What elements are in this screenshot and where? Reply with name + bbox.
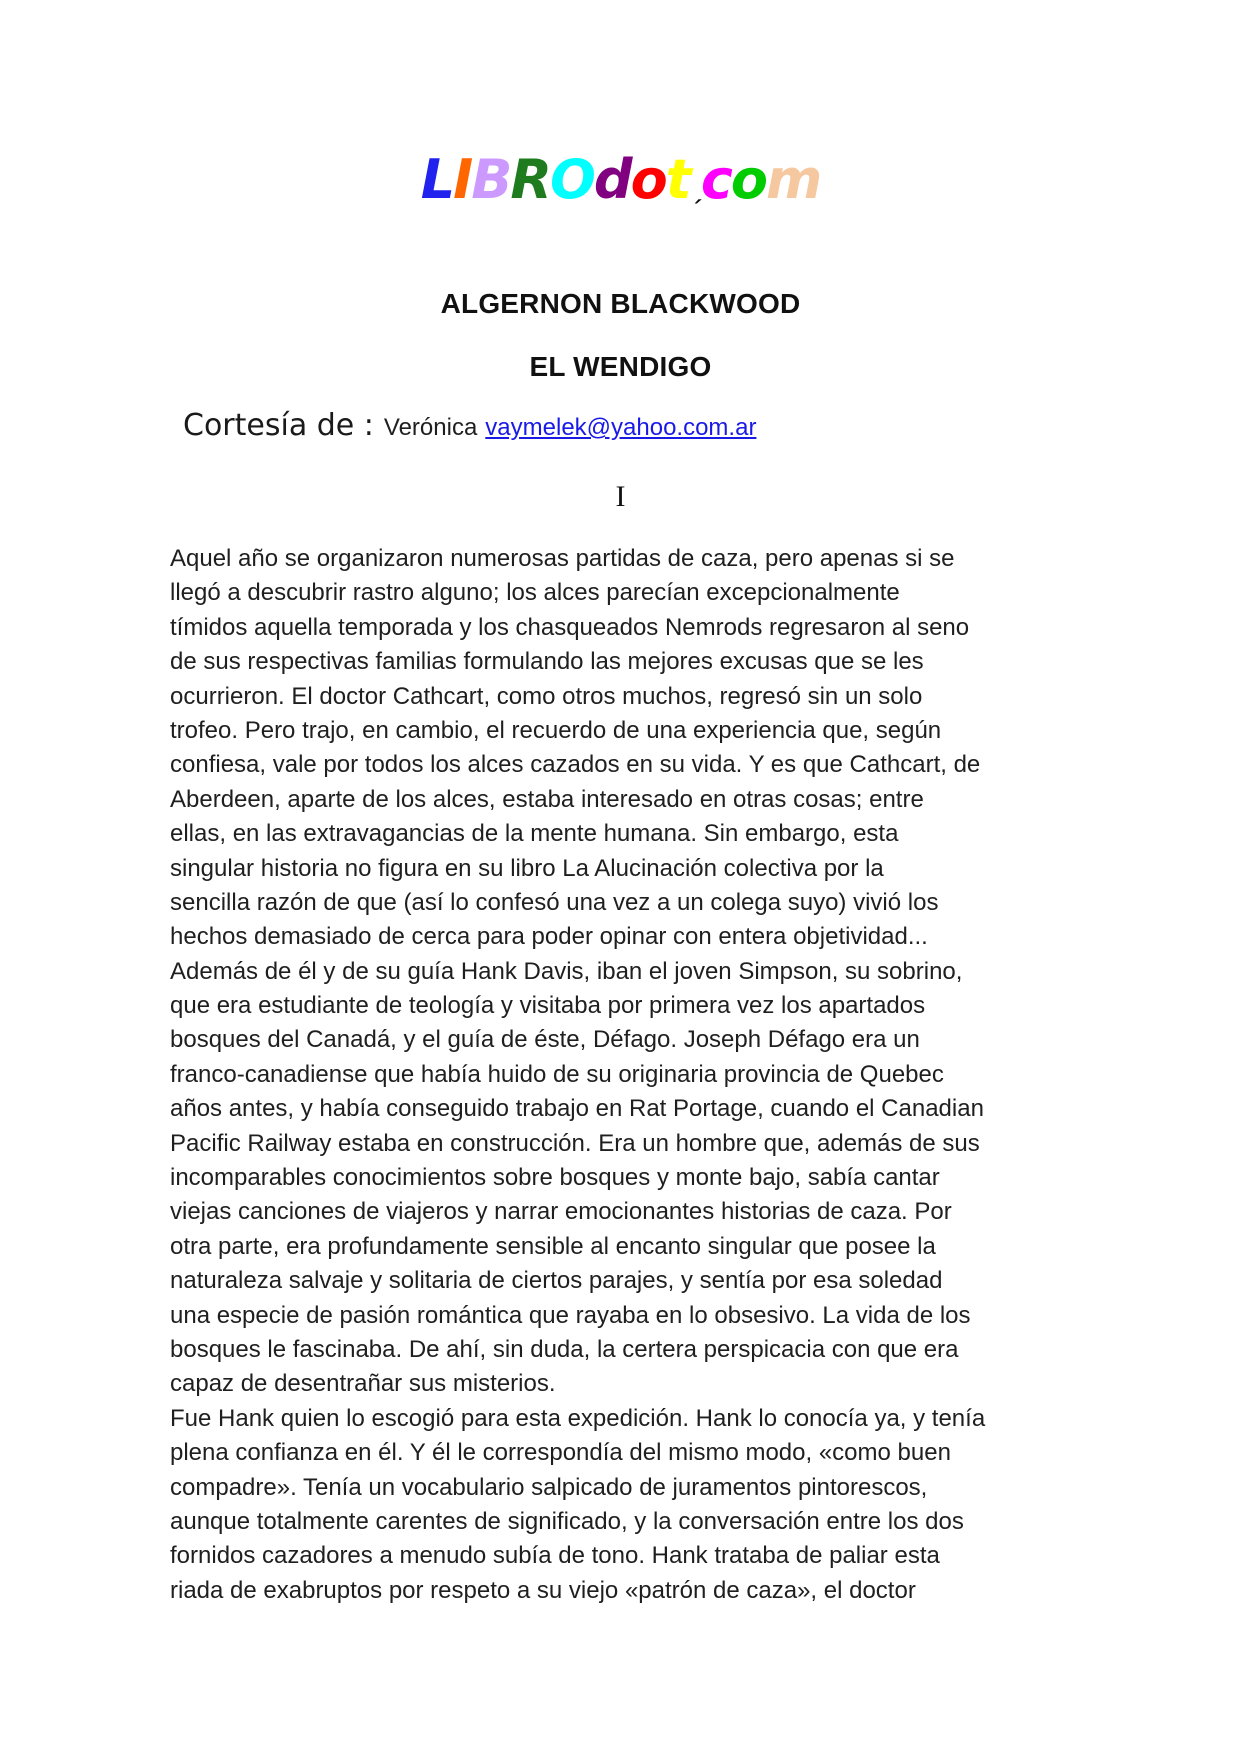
text-line: Pacific Railway estaba en construcción. Era un hombre que, además de sus — [170, 1129, 980, 1157]
logo-letter: d — [593, 148, 631, 211]
text-line: Aquel año se organizaron numerosas partidas de caza, pero apenas si se — [170, 545, 955, 572]
text-line: otra parte, era profundamente sensible al encanto singular que posee la — [170, 1232, 936, 1260]
logo-letter: c — [700, 148, 731, 211]
text-line: compadre». Tenía un vocabulario salpicado de juramentos pintorescos, — [170, 1473, 928, 1501]
logo-letter: B — [471, 148, 511, 211]
text-line: que era estudiante de teología y visitaba por primera vez los apartados — [170, 992, 926, 1020]
text-line: plena confianza en él. Y él le correspondía del mismo modo, «como buen — [170, 1439, 951, 1467]
courtesy-label: Cortesía de : — [183, 408, 374, 443]
logo-letter: m — [765, 148, 821, 211]
text-line: una especie de pasión romántica que rayaba en lo obsesivo. La vida de los — [170, 1301, 971, 1329]
text-line: bosques le fascinaba. De ahí, sin duda, la certera perspicacia con que era — [170, 1335, 959, 1363]
text-line: llegó a descubrir rastro alguno; los alces parecían excepcionalmente — [170, 579, 900, 607]
text-line: capaz de desentrañar sus misterios. — [170, 1370, 556, 1398]
body-text — [170, 542, 985, 1608]
logo-letter: O — [550, 148, 594, 211]
logo-letter: t — [665, 148, 690, 211]
text-line: confiesa, vale por todos los alces cazados en su vida. Y es que Cathcart, de — [170, 751, 981, 779]
courtesy-line — [183, 408, 756, 443]
email-link[interactable]: vaymelek@yahoo.com.ar — [485, 414, 757, 441]
text-line: Fue Hank quien lo escogió para esta expedición. Hank lo conocía ya, y tenía — [170, 1404, 986, 1432]
logo-letter: o — [730, 148, 766, 211]
text-line: viejas canciones de viajeros y narrar emocionantes historias de caza. Por — [170, 1198, 952, 1226]
logo-letter: I — [453, 148, 472, 211]
text-line: Además de él y de su guía Hank Davis, iban el joven Simpson, su sobrino, — [170, 957, 963, 985]
book-title-heading: EL WENDIGO — [529, 351, 712, 382]
courtesy-name: Verónica — [383, 414, 478, 441]
text-line: de sus respectivas familias formulando las mejores excusas que se les — [170, 648, 924, 676]
text-line: bosques del Canadá, y el guía de éste, Défago. Joseph Défago era un — [170, 1026, 920, 1054]
text-line: sencilla razón de que (así lo confesó una vez a un colega suyo) vivió los — [170, 888, 939, 916]
text-line: ocurrieron. El doctor Cathcart, como otros muchos, regresó sin un solo — [170, 682, 923, 710]
text-line: franco-canadiense que había huido de su originaria provincia de Quebec — [170, 1060, 944, 1088]
text-line: fornidos cazadores a menudo subía de tono. Hank trataba de paliar esta — [170, 1542, 940, 1570]
text-line: aunque totalmente carentes de significado, y la conversación entre los dos — [170, 1507, 964, 1535]
text-line: naturaleza salvaje y solitaria de ciertos parajes, y sentía por esa soledad — [170, 1267, 943, 1295]
text-line: tímidos aquella temporada y los chasqueados Nemrods regresaron al seno — [170, 613, 970, 641]
text-line: años antes, y había conseguido trabajo en Rat Portage, cuando el Canadian — [170, 1095, 984, 1123]
text-line: trofeo. Pero trajo, en cambio, el recuerdo de una experiencia que, según — [170, 716, 942, 744]
logo-letter: R — [510, 148, 551, 211]
text-line: riada de exabruptos por respeto a su viejo «patrón de caza», el doctor — [170, 1576, 916, 1604]
text-line: incomparables conocimientos sobre bosques y monte bajo, sabía cantar — [170, 1164, 940, 1192]
text-line: singular historia no figura en su libro La Alucinación colectiva por la — [170, 854, 884, 882]
text-line: ellas, en las extravagancias de la mente humana. Sin embargo, esta — [170, 820, 899, 848]
logo-letter: L — [420, 148, 454, 211]
logo-letter: ˏ — [689, 178, 701, 204]
text-line: Aberdeen, aparte de los alces, estaba interesado en otras cosas; entre — [170, 785, 924, 813]
librodot-logo — [0, 148, 1241, 211]
author-heading: ALGERNON BLACKWOOD — [440, 288, 801, 319]
logo-letter: o — [630, 148, 666, 211]
text-line: hechos demasiado de cerca para poder opinar con entera objetividad... — [170, 923, 928, 951]
chapter-numeral: I — [615, 480, 626, 513]
